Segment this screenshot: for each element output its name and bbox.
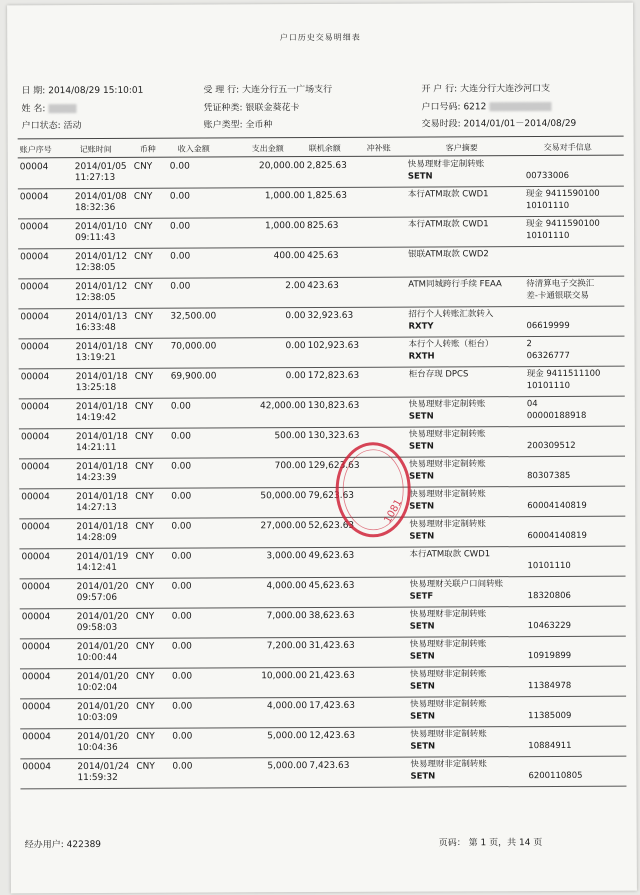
post-time: 14:23:39 (76, 472, 117, 484)
trans-code: SETN (409, 621, 435, 632)
balance: 49,623.63 (308, 550, 355, 562)
currency: CNY (135, 641, 155, 652)
post-date: 2014/01/20 (76, 611, 129, 623)
currency: CNY (136, 761, 155, 772)
expense-amount: 5,000.00 (267, 761, 308, 772)
col-post-time: 记账时间 (79, 144, 112, 155)
account-type-field: 账户类型: 全币种 (203, 120, 273, 131)
expense-amount: 27,000.00 (260, 521, 307, 532)
post-date: 2014/01/18 (75, 341, 128, 353)
col-expense: 支出金额 (251, 144, 284, 154)
counterparty-line1: 现金 9411590100 (525, 188, 600, 200)
col-income: 收入金额 (177, 144, 210, 154)
expense-amount: 20,000.00 (258, 161, 305, 172)
handling-bank-field: 受 理 行: 大连分行五一广场支行 (203, 84, 333, 96)
post-time: 14:27:13 (76, 502, 117, 514)
expense-amount: 400.00 (273, 251, 306, 262)
col-currency: 币种 (139, 144, 156, 154)
trans-code: SETF (409, 591, 434, 602)
table-row (19, 367, 625, 400)
expense-amount: 50,000.00 (260, 491, 307, 502)
post-date: 2014/01/20 (76, 671, 129, 683)
account-seq: 00004 (21, 612, 51, 623)
post-time: 11:27:13 (74, 172, 116, 184)
income-amount: 69,900.00 (170, 371, 217, 382)
income-amount: 0.00 (172, 701, 193, 712)
counterparty-line2: 00000188918 (526, 410, 587, 422)
summary: 快易理财非定制转账 (410, 759, 487, 770)
post-time: 11:59:32 (77, 772, 118, 784)
balance: 130,823.63 (307, 400, 360, 412)
account-seq: 00004 (19, 162, 49, 173)
balance: 130,323.63 (307, 430, 360, 442)
counterparty-line2: 10101110 (527, 560, 571, 572)
col-counterparty: 交易对手信息 (543, 142, 592, 153)
income-amount: 32,500.00 (170, 311, 217, 322)
summary: 柜台存现 DPCS (408, 369, 469, 380)
summary: 招行个人转账汇款转入 (408, 309, 494, 320)
table-row (20, 697, 626, 730)
col-balance: 联机余额 (308, 143, 341, 154)
trans-code: SETN (408, 411, 434, 422)
counterparty-line2: 00733006 (525, 170, 570, 182)
post-date: 2014/01/20 (76, 641, 129, 653)
post-date: 2014/01/20 (76, 581, 129, 593)
summary: 快易理财非定制转账 (408, 399, 486, 410)
currency: CNY (134, 431, 154, 442)
expense-amount: 42,000.00 (259, 401, 306, 412)
table-row (20, 637, 626, 670)
summary: 快易理财非定制转账 (407, 159, 485, 170)
summary: 本行ATM取款 CWD1 (409, 549, 491, 560)
counterparty-line2: 10463229 (527, 620, 572, 632)
balance: 21,423.63 (308, 670, 355, 682)
page-title: 户口历史交易明细表 (279, 32, 361, 43)
summary: 快易理财非定制转账 (409, 489, 486, 500)
post-time: 12:38:05 (75, 292, 116, 304)
table-row (18, 277, 624, 310)
currency: CNY (135, 551, 155, 562)
post-date: 2014/01/24 (77, 761, 130, 773)
expense-amount: 4,000.00 (267, 701, 308, 712)
expense-amount: 700.00 (274, 461, 307, 472)
col-reversal: 冲补账 (366, 143, 391, 153)
expense-amount: 1,000.00 (264, 191, 305, 202)
expense-amount: 5,000.00 (267, 731, 308, 742)
post-time: 18:32:36 (74, 202, 116, 214)
trans-code: SETN (409, 501, 435, 512)
counterparty-line1: 现金 9411511100 (526, 368, 601, 380)
post-date: 2014/01/18 (75, 431, 128, 443)
income-amount: 0.00 (172, 761, 193, 772)
balance: 2,825.63 (306, 160, 347, 172)
summary: 快易理财非定制转账 (409, 459, 486, 470)
income-amount: 0.00 (171, 641, 192, 652)
counterparty-line2: 06619999 (526, 320, 570, 332)
table-row (18, 157, 624, 190)
income-amount: 0.00 (170, 431, 192, 442)
account-seq: 00004 (19, 192, 49, 203)
opening-bank-field: 开 户 行: 大连分行大连沙河口支 (421, 84, 551, 95)
balance: 825.63 (307, 220, 339, 232)
table-row (20, 667, 626, 700)
post-date: 2014/01/18 (76, 521, 129, 533)
table-row (20, 727, 626, 760)
post-date: 2014/01/10 (75, 221, 127, 233)
counterparty-line2: 11385009 (528, 710, 572, 722)
income-amount: 0.00 (171, 491, 192, 502)
table-row (20, 607, 626, 640)
balance: 102,923.63 (307, 340, 360, 352)
date-field: 日 期: 2014/08/29 15:10:01 (21, 85, 144, 97)
income-amount: 0.00 (171, 551, 192, 562)
counterparty-line2: 60004140819 (527, 500, 587, 512)
account-seq: 00004 (20, 282, 49, 293)
table-row (18, 187, 624, 220)
post-date: 2014/01/12 (75, 281, 128, 293)
income-amount: 0.00 (169, 191, 190, 202)
currency: CNY (134, 311, 153, 322)
summary: 本行ATM取款 CWD1 (407, 189, 489, 200)
expense-amount: 1,000.00 (264, 221, 306, 232)
trans-code: SETN (408, 441, 434, 452)
trans-code: RXTH (408, 351, 435, 362)
post-time: 13:19:21 (75, 352, 117, 364)
account-seq: 00004 (20, 372, 50, 383)
currency: CNY (135, 521, 154, 532)
summary: 快易理财非定制转账 (409, 639, 487, 650)
post-date: 2014/01/19 (76, 551, 129, 563)
balance: 31,423.63 (308, 640, 355, 652)
counterparty-line2: 80307385 (527, 470, 571, 482)
balance: 79,623.63 (308, 490, 355, 502)
redacted-account-number (489, 102, 551, 111)
counterparty-line2: 10101110 (526, 230, 570, 242)
currency: CNY (136, 731, 155, 742)
counterparty-line1: 待清算电子交换汇 (526, 278, 595, 290)
table-row (18, 247, 624, 280)
currency: CNY (133, 161, 153, 172)
summary: 快易理财非定制转账 (409, 669, 487, 680)
post-time: 10:02:04 (77, 682, 118, 694)
trans-code: SETN (409, 471, 434, 482)
table-row (19, 517, 625, 550)
counterparty-line2: 10101110 (526, 380, 571, 392)
income-amount: 0.00 (170, 281, 191, 292)
expense-amount: 10,000.00 (261, 671, 308, 682)
currency: CNY (134, 401, 154, 412)
table-row (19, 427, 625, 460)
summary: 快易理财非定制转账 (409, 519, 486, 530)
income-amount: 0.00 (171, 581, 192, 592)
expense-amount: 7,200.00 (266, 641, 307, 652)
expense-amount: 7,000.00 (266, 611, 307, 622)
summary: 快易理财非定制转账 (410, 699, 487, 710)
balance: 423.63 (307, 280, 339, 292)
counterparty-line2: 11384978 (528, 680, 572, 692)
post-time: 14:19:42 (75, 412, 117, 424)
balance: 129,623.63 (308, 460, 360, 472)
expense-amount: 0.00 (285, 341, 306, 352)
post-time: 10:00:44 (76, 652, 118, 664)
balance: 1,825.63 (306, 190, 348, 202)
post-time: 09:58:03 (76, 622, 118, 634)
account-seq: 00004 (21, 492, 50, 503)
table-row (19, 457, 625, 490)
counterparty-line2: 200309512 (526, 440, 576, 452)
income-amount: 0.00 (171, 521, 192, 532)
account-seq: 00004 (20, 432, 50, 443)
summary: 快易理财非定制转账 (409, 609, 487, 620)
counterparty-line2: 6200110805 (528, 770, 583, 782)
balance: 17,423.63 (309, 700, 355, 712)
balance: 32,923.63 (307, 310, 354, 322)
trans-code: SETN (410, 711, 436, 722)
currency: CNY (136, 701, 155, 712)
account-seq: 00004 (21, 552, 51, 563)
post-date: 2014/01/18 (76, 461, 128, 473)
transaction-table (18, 157, 627, 790)
account-seq: 00004 (21, 642, 51, 653)
balance: 52,623.63 (308, 520, 355, 532)
table-row (18, 307, 624, 340)
post-date: 2014/01/18 (75, 371, 128, 383)
account-seq: 00004 (22, 762, 52, 773)
expense-amount: 0.00 (285, 311, 306, 322)
post-date: 2014/01/20 (77, 731, 130, 743)
expense-amount: 4,000.00 (266, 581, 307, 592)
summary: 快易理财关联户口间转账 (409, 579, 504, 590)
currency: CNY (135, 461, 154, 472)
currency: CNY (133, 191, 153, 202)
account-seq: 00004 (21, 582, 51, 593)
account-seq: 00004 (20, 222, 49, 233)
col-summary: 客户摘要 (445, 143, 478, 153)
income-amount: 0.00 (171, 461, 192, 472)
trans-code: SETN (410, 771, 436, 782)
currency: CNY (134, 281, 153, 292)
table-row (19, 337, 625, 370)
post-time: 12:38:05 (75, 262, 116, 274)
counterparty-line2: 10884911 (528, 740, 572, 752)
post-time: 14:12:41 (76, 562, 117, 574)
trans-code: SETN (409, 531, 435, 542)
summary: 快易理财非定制转账 (408, 429, 486, 440)
counterparty-line2: 06326777 (526, 350, 570, 362)
balance: 425.63 (307, 250, 339, 262)
expense-amount: 500.00 (274, 431, 306, 442)
table-row (19, 397, 625, 430)
currency: CNY (135, 671, 155, 682)
account-seq: 00004 (20, 312, 50, 323)
balance: 7,423.63 (309, 760, 350, 772)
post-date: 2014/01/05 (74, 161, 127, 173)
income-amount: 0.00 (170, 221, 191, 232)
trans-code: SETN (410, 741, 436, 752)
period-field: 交易时段: 2014/01/01－2014/08/29 (421, 118, 577, 130)
operator-field: 经办用户: 422389 (24, 839, 102, 851)
post-date: 2014/01/13 (75, 311, 128, 323)
trans-code: SETN (410, 681, 435, 692)
trans-code: SETN (407, 171, 433, 182)
post-time: 13:25:18 (75, 382, 117, 394)
status-field: 户口状态: 活动 (21, 121, 82, 132)
income-amount: 0.00 (169, 161, 190, 172)
page-number: 页码： 第 1 页，共 14 页 (438, 838, 543, 849)
table-row (20, 757, 626, 790)
trans-code: RXTY (408, 321, 434, 332)
expense-amount: 0.00 (285, 371, 306, 382)
account-number-field: 户口号码: 6212 (421, 99, 551, 113)
table-row (19, 487, 625, 520)
counterparty-line2: 差-卡通银联交易 (526, 290, 589, 302)
voucher-type-field: 凭证种类: 银联金葵花卡 (203, 103, 300, 114)
expense-amount: 2.00 (285, 281, 306, 292)
post-time: 14:21:11 (75, 442, 117, 454)
summary: ATM同城跨行手续 FEAA (408, 279, 502, 290)
post-date: 2014/01/12 (75, 251, 128, 263)
account-seq: 00004 (21, 462, 50, 473)
income-amount: 0.00 (170, 251, 191, 262)
post-date: 2014/01/08 (74, 191, 127, 203)
counterparty-line2: 60004140819 (527, 530, 587, 542)
currency: CNY (134, 251, 153, 262)
stamp-number: 1081 (382, 497, 405, 526)
account-seq: 00004 (22, 702, 51, 713)
counterparty-line1: 2 (526, 339, 532, 350)
post-time: 10:03:09 (77, 712, 118, 724)
table-row (18, 217, 624, 250)
balance: 172,823.63 (307, 370, 360, 382)
account-seq: 00004 (20, 252, 49, 263)
col-account-seq: 账户序号 (19, 145, 52, 155)
post-time: 09:11:43 (75, 232, 116, 244)
balance: 45,623.63 (308, 580, 355, 592)
expense-amount: 3,000.00 (266, 551, 307, 562)
post-date: 2014/01/18 (75, 401, 128, 413)
summary: 银联ATM取款 CWD2 (408, 249, 489, 260)
counterparty-line1: 04 (526, 399, 538, 410)
account-seq: 00004 (20, 402, 50, 413)
counterparty-line2: 10919899 (527, 650, 572, 662)
currency: CNY (134, 341, 154, 352)
summary: 快易理财非定制转账 (410, 729, 487, 740)
account-seq: 00004 (20, 342, 50, 353)
name-field: 姓 名: (21, 101, 76, 114)
counterparty-line2: 10101110 (525, 200, 570, 212)
currency: CNY (135, 611, 155, 622)
redacted-name (48, 104, 76, 113)
account-seq: 00004 (22, 732, 51, 743)
balance: 38,623.63 (308, 610, 355, 622)
account-seq: 00004 (21, 522, 51, 533)
balance: 12,423.63 (309, 730, 356, 742)
currency: CNY (134, 371, 154, 382)
income-amount: 0.00 (171, 671, 193, 682)
income-amount: 0.00 (172, 731, 193, 742)
statement-page (7, 3, 637, 894)
official-seal-stamp (331, 438, 415, 542)
post-time: 14:28:09 (76, 532, 117, 544)
income-amount: 0.00 (170, 401, 191, 412)
post-time: 09:57:06 (76, 592, 118, 604)
counterparty-line2: 18320806 (527, 590, 571, 602)
summary: 本行ATM取款 CWD1 (408, 219, 489, 230)
post-date: 2014/01/18 (76, 491, 129, 503)
post-date: 2014/01/20 (77, 701, 130, 713)
summary: 本行个人转账（柜台） (408, 339, 494, 350)
trans-code: SETN (409, 651, 435, 662)
currency: CNY (135, 491, 154, 502)
table-row (19, 547, 625, 580)
table-row (20, 577, 626, 610)
counterparty-line1: 现金 9411590100 (526, 218, 600, 230)
account-seq: 00004 (21, 672, 51, 683)
post-time: 16:33:48 (75, 322, 116, 334)
currency: CNY (135, 581, 155, 592)
post-time: 10:04:36 (77, 742, 118, 754)
income-amount: 0.00 (171, 611, 192, 622)
income-amount: 70,000.00 (170, 341, 217, 352)
currency: CNY (134, 221, 153, 232)
